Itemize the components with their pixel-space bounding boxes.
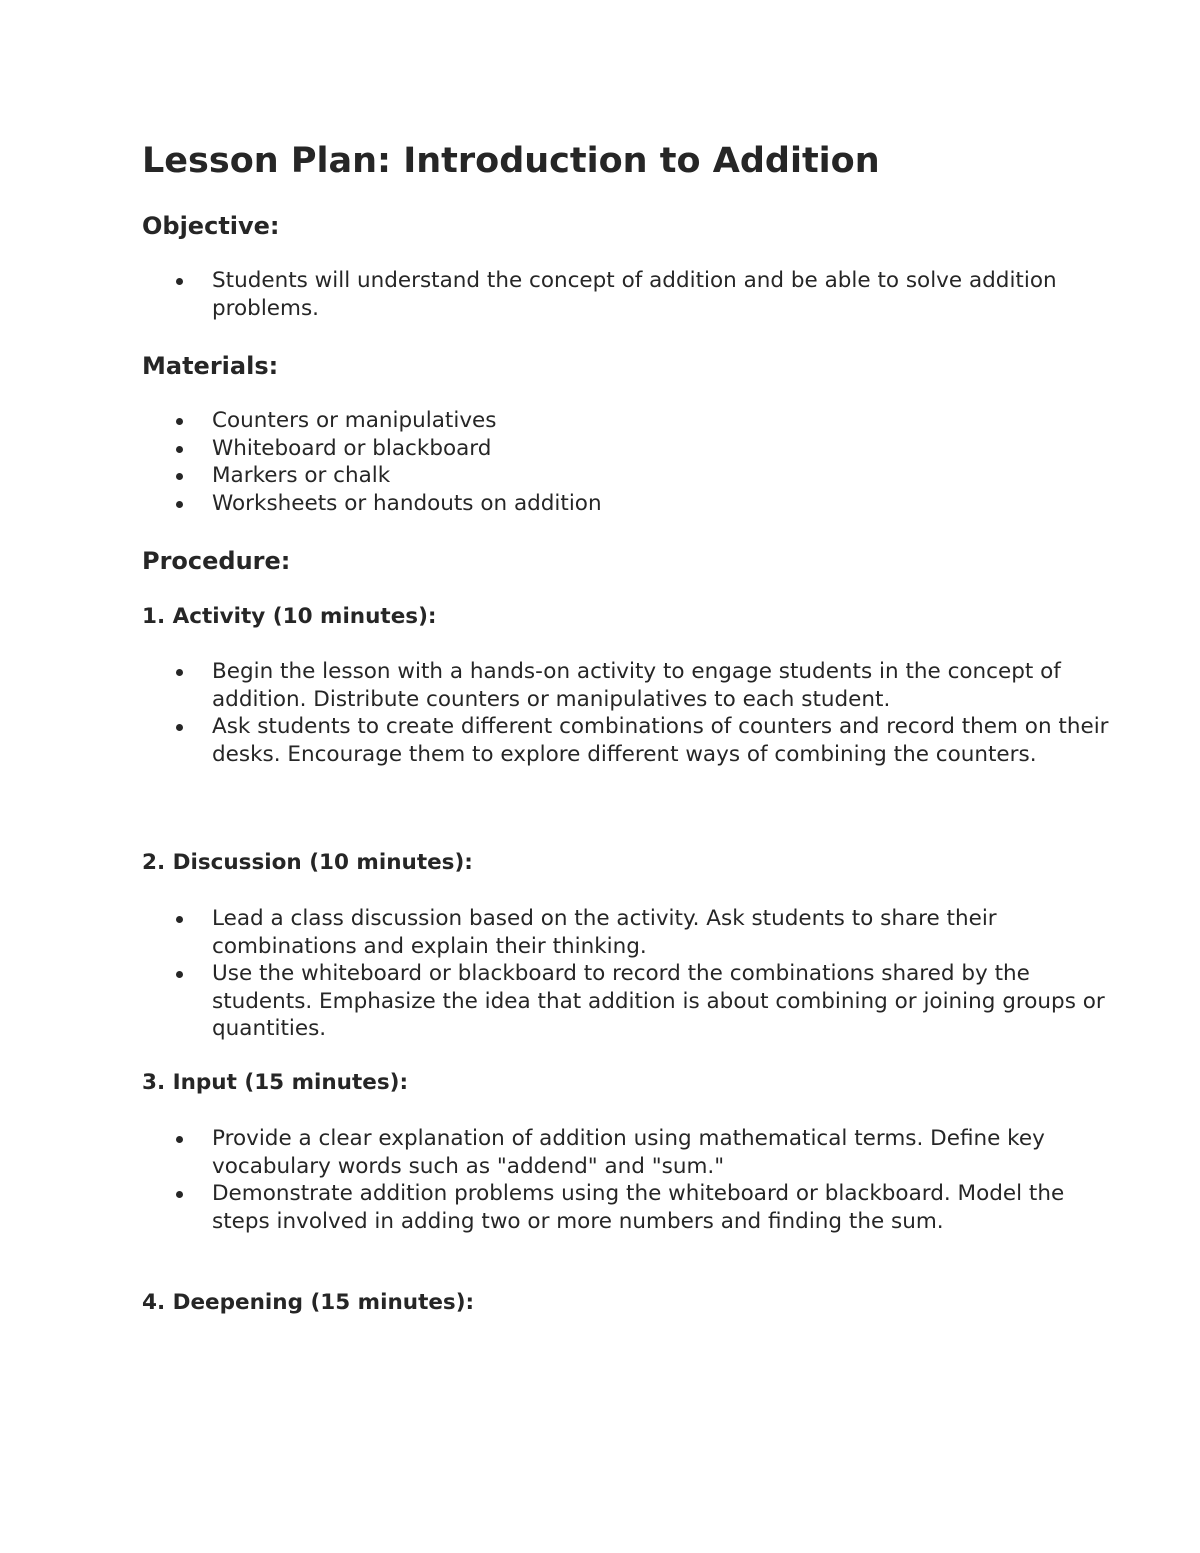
list-item: Counters or manipulatives: [142, 407, 1112, 435]
list-item: Worksheets or handouts on addition: [142, 490, 1112, 518]
list-item: Students will understand the concept of addition and be able to solve addition problems.: [142, 267, 1112, 322]
procedure-heading: Procedure:: [142, 547, 291, 575]
bullet-icon: [176, 1191, 183, 1198]
objective-heading: Objective:: [142, 212, 280, 240]
list-item: Use the whiteboard or blackboard to record the combinations shared by the students. Emphasize the idea that addition is about combining or joining groups or quantities.: [142, 960, 1112, 1043]
bullet-icon: [176, 669, 183, 676]
list-item: Begin the lesson with a hands-on activity to engage students in the concept of addition. Distribute counters or manipulatives to each student.: [142, 658, 1112, 713]
discussion-list: [142, 905, 1112, 1043]
bullet-icon: [176, 446, 183, 453]
page-title: Lesson Plan: Introduction to Addition: [142, 141, 880, 181]
bullet-icon: [176, 1136, 183, 1143]
list-item: Lead a class discussion based on the activity. Ask students to share their combinations and explain their thinking.: [142, 905, 1112, 960]
bullet-icon: [176, 418, 183, 425]
materials-list: [142, 407, 1112, 517]
step-heading-discussion: 2. Discussion (10 minutes):: [142, 850, 473, 875]
list-item: Demonstrate addition problems using the whiteboard or blackboard. Model the steps involved in adding two or more numbers and finding the sum.: [142, 1180, 1112, 1235]
bullet-icon: [176, 724, 183, 731]
bullet-icon: [176, 278, 183, 285]
bullet-icon: [176, 501, 183, 508]
list-item: Markers or chalk: [142, 462, 1112, 490]
list-item: Whiteboard or blackboard: [142, 435, 1112, 463]
input-list: [142, 1125, 1112, 1235]
objective-list: [142, 267, 1112, 322]
list-item: Provide a clear explanation of addition using mathematical terms. Define key vocabulary words such as "addend" and "sum.": [142, 1125, 1112, 1180]
step-heading-activity: 1. Activity (10 minutes):: [142, 604, 437, 629]
bullet-icon: [176, 473, 183, 480]
materials-heading: Materials:: [142, 352, 279, 380]
step-heading-input: 3. Input (15 minutes):: [142, 1070, 409, 1095]
list-item: Ask students to create different combinations of counters and record them on their desks. Encourage them to explore different ways of combining the counters.: [142, 713, 1112, 768]
bullet-icon: [176, 916, 183, 923]
step-heading-deepening: 4. Deepening (15 minutes):: [142, 1290, 475, 1315]
activity-list: [142, 658, 1112, 768]
bullet-icon: [176, 971, 183, 978]
